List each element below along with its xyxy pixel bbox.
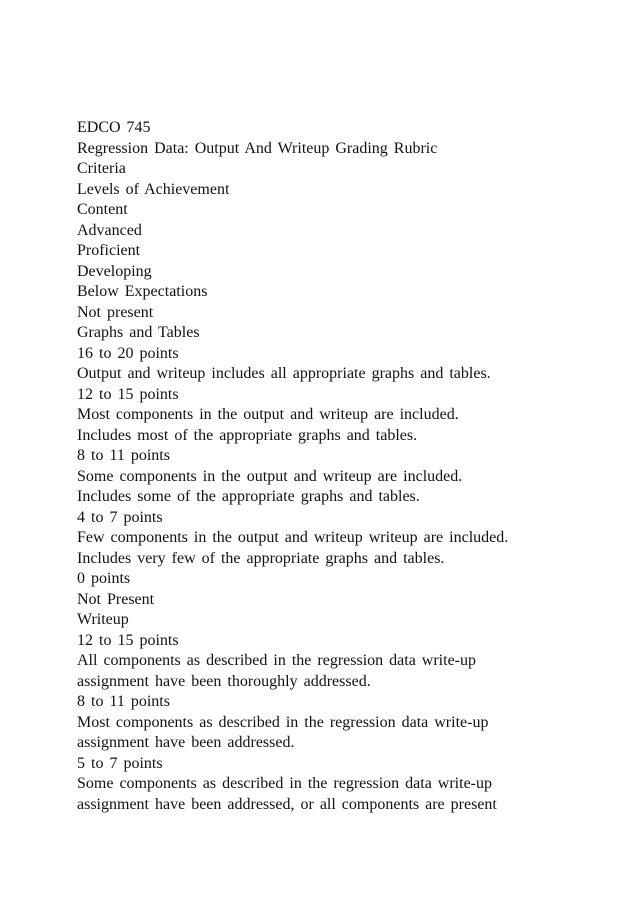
graphs-advanced-description: Output and writeup includes all appropriate graphs and tables. — [77, 365, 491, 382]
writeup-proficient-description-2: assignment have been addressed. — [77, 734, 295, 751]
writeup-proficient-points: 8 to 11 points — [77, 693, 170, 710]
writeup-advanced-points: 12 to 15 points — [77, 631, 179, 649]
graphs-proficient-points: 12 to 15 points — [77, 385, 179, 403]
rubric-text-body — [77, 118, 617, 815]
graphs-not-present-points: 0 points — [77, 570, 131, 587]
criterion-graphs-tables: Graphs and Tables — [77, 324, 200, 341]
graphs-advanced-points: 16 to 20 points — [77, 344, 179, 362]
level-advanced: Advanced — [77, 221, 142, 239]
criterion-writeup: Writeup — [77, 611, 129, 628]
level-below-expectations: Below Expectations — [77, 283, 208, 300]
writeup-developing-description-1: Some components as described in the regression data write-up — [77, 775, 492, 792]
graphs-proficient-description-1: Most components in the output and writeup are included. — [77, 406, 459, 423]
graphs-developing-points: 8 to 11 points — [77, 447, 170, 464]
writeup-proficient-description-1: Most components as described in the regression data write-up — [77, 713, 489, 731]
writeup-advanced-description-1: All components as described in the regression data write-up — [77, 652, 476, 669]
level-not-present: Not present — [77, 303, 154, 321]
graphs-below-description-1: Few components in the output and writeup writeup are included. — [77, 529, 509, 546]
content-heading: Content — [77, 201, 128, 218]
writeup-advanced-description-2: assignment have been thoroughly addressed. — [77, 672, 371, 690]
criteria-heading: Criteria — [77, 160, 126, 177]
levels-heading: Levels of Achievement — [77, 180, 230, 198]
graphs-not-present-description: Not Present — [77, 590, 155, 608]
graphs-developing-description-2: Includes some of the appropriate graphs and tables. — [77, 488, 420, 505]
level-proficient: Proficient — [77, 242, 141, 259]
graphs-proficient-description-2: Includes most of the appropriate graphs and tables. — [77, 426, 418, 444]
graphs-developing-description-1: Some components in the output and writeup are included. — [77, 467, 463, 485]
graphs-below-description-2: Includes very few of the appropriate graphs and tables. — [77, 549, 445, 567]
level-developing: Developing — [77, 262, 152, 280]
course-code: EDCO 745 — [77, 119, 151, 136]
writeup-developing-description-2: assignment have been addressed, or all components are present — [77, 795, 497, 813]
graphs-below-points: 4 to 7 points — [77, 508, 163, 526]
writeup-developing-points: 5 to 7 points — [77, 754, 163, 772]
rubric-title: Regression Data: Output And Writeup Grading Rubric — [77, 139, 438, 157]
